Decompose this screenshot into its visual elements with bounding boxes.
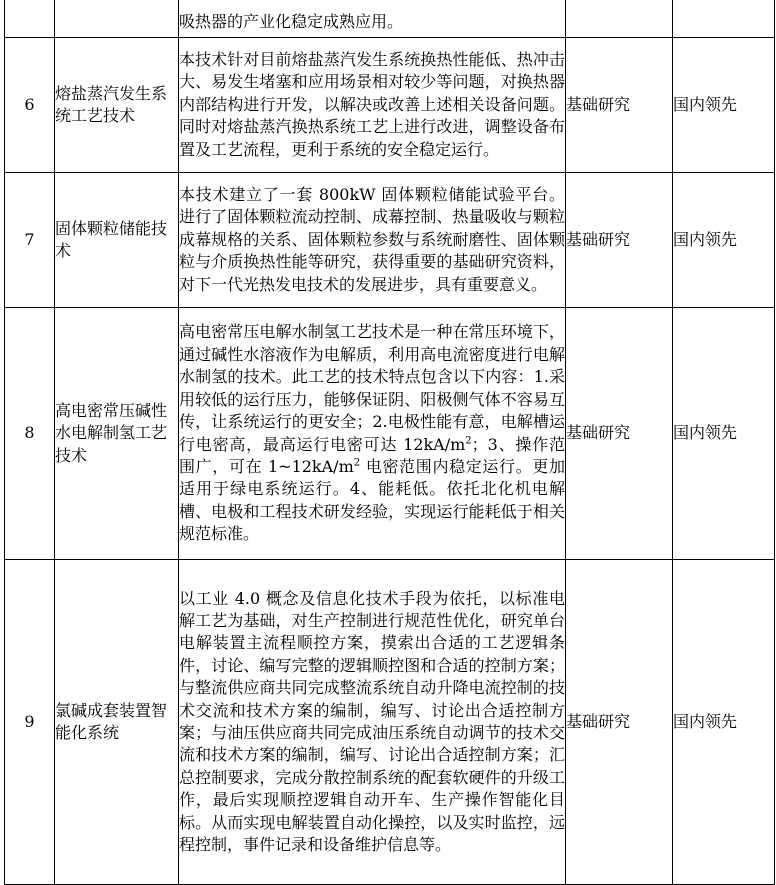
technology-name: 固体颗粒储能技术: [55, 173, 179, 308]
technology-name: 氯碱成套装置智能化系统: [55, 560, 179, 885]
research-type: 基础研究: [566, 560, 673, 885]
technology-level: 国内领先: [673, 38, 775, 173]
table-row: [5, 308, 775, 560]
description-text: 电密范围内稳定运行。更加适用于绿电系统运行。4、能耗低。依托北化机电解槽、电极和工程技术研发经验，实现运行能耗低于相关规范标准。: [179, 456, 565, 544]
research-type: 基础研究: [566, 308, 673, 560]
row-number: 7: [5, 173, 55, 308]
technology-name: 熔盐蒸汽发生系统工艺技术: [55, 38, 179, 173]
table-row: [5, 0, 775, 38]
technology-description: [179, 308, 566, 560]
research-type: 基础研究: [566, 173, 673, 308]
technology-description: 本技术建立了一套 800kW 固体颗粒储能试验平台。进行了固体颗粒流动控制、成幕控制、热量吸收与颗粒成幕规格的关系、固体颗粒参数与系统耐磨性、固体颗粒与介质换热性能等研究，获得重要的基础研究资料，对下一代光热发电技术的发展进步，具有重要意义。: [179, 173, 566, 308]
technology-level: 国内领先: [673, 173, 775, 308]
technology-level: 国内领先: [673, 560, 775, 885]
technology-level: [673, 0, 775, 38]
technology-name: 高电密常压碱性水电解制氢工艺技术: [55, 308, 179, 560]
superscript: 2: [465, 435, 472, 447]
technology-level: 国内领先: [673, 308, 775, 560]
research-type: 基础研究: [566, 38, 673, 173]
description-text: ；3、操作范围广，可在 1~12kA/m: [179, 434, 565, 476]
technology-description: 吸热器的产业化稳定成熟应用。: [179, 0, 566, 38]
superscript: 2: [353, 457, 361, 469]
research-type: [566, 0, 673, 38]
table-row: [5, 173, 775, 308]
row-number: 6: [5, 38, 55, 173]
table-row: [5, 38, 775, 173]
technology-table: [4, 0, 775, 885]
row-number: [5, 0, 55, 38]
row-number: 8: [5, 308, 55, 560]
technology-name: [55, 0, 179, 38]
description-text: 高电密常压电解水制氢工艺技术是一种在常压环境下，通过碱性水溶液作为电解质，利用高电流密度进行电解水制氢的技术。此工艺的技术特点包含以下内容：1.采用较低的运行压力，能够保证阴、阳极侧气体不容易互传，让系统运行的更安全；2.电极性能有意，电解槽运行电密高，最高运行电密可达 12kA/m: [179, 322, 565, 454]
technology-description: 本技术针对目前熔盐蒸汽发生系统换热性能低、热冲击大、易发生堵塞和应用场景相对较少等问题，对换热器内部结构进行开发，以解决或改善上述相关设备问题。同时对熔盐蒸汽换热系统工艺上进行改进，调整设备布置及工艺流程，更利于系统的安全稳定运行。: [179, 38, 566, 173]
technology-description: 以工业 4.0 概念及信息化技术手段为依托，以标准电解工艺为基础，对生产控制进行规范性优化，研究单台电解装置主流程顺控方案，摸索出合适的工艺逻辑条件，讨论、编写完整的逻辑顺控图和合适的控制方案；与整流供应商共同完成整流系统自动升降电流控制的技术交流和技术方案的编制，编写、讨论出合适控制方案；与油压供应商共同完成油压系统自动调节的技术交流和技术方案的编制，编写、讨论出合适控制方案；汇总控制要求，完成分散控制系统的配套软硬件的升级工作，最后实现顺控逻辑自动开车、生产操作智能化目标。从而实现电解装置自动化操控，以及实时监控，远程控制，事件记录和设备维护信息等。: [179, 560, 566, 885]
table-row: [5, 560, 775, 885]
row-number: 9: [5, 560, 55, 885]
